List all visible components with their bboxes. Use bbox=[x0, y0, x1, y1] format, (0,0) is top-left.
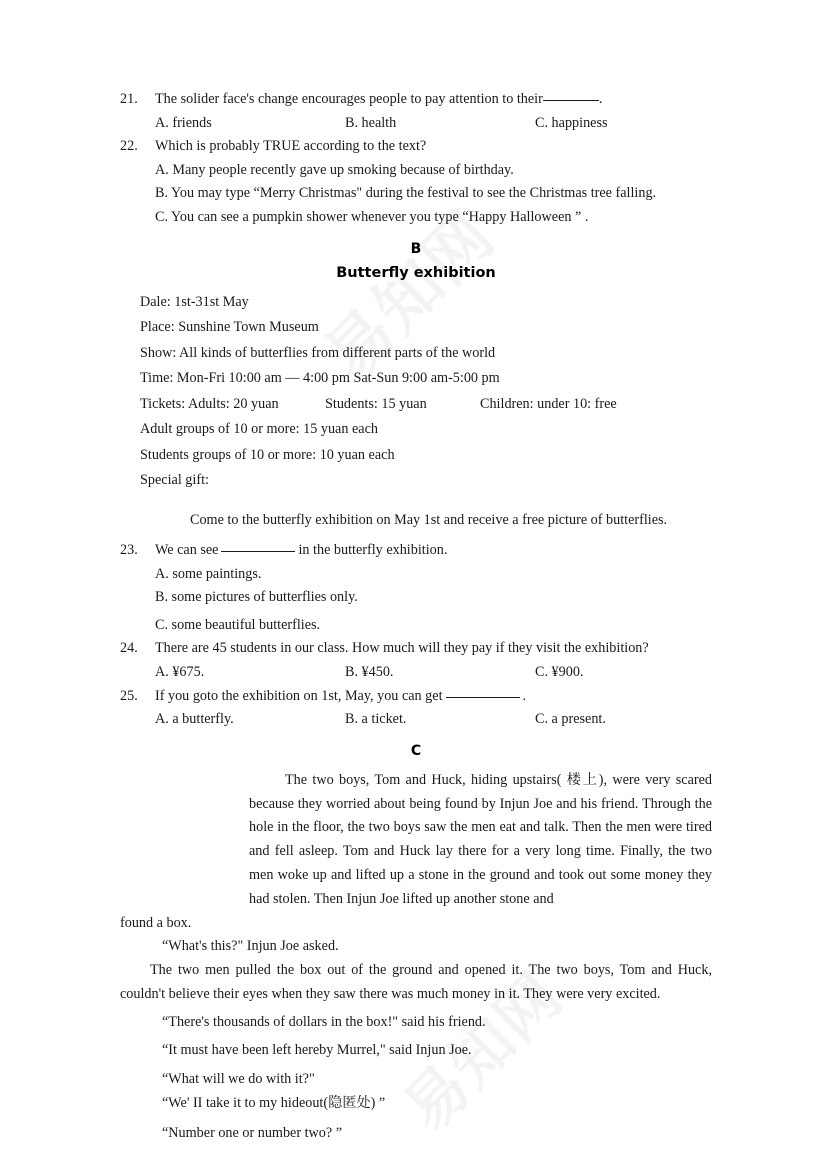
question-24-stem-text: There are 45 students in our class. How much will they pay if they visit the exhibition? bbox=[155, 640, 649, 657]
question-21 bbox=[120, 88, 712, 135]
question-25-stem-text: If you goto the exhibition on 1st, May, you can get bbox=[155, 687, 443, 704]
section-c-letter: C bbox=[410, 742, 422, 759]
question-25-option-c[interactable]: C. a present. bbox=[535, 711, 606, 728]
section-c-dialog-4: “What will we do with it?" bbox=[162, 1071, 315, 1088]
question-25-options bbox=[120, 708, 712, 732]
question-25-blank[interactable] bbox=[446, 697, 520, 698]
question-24-stem bbox=[120, 637, 712, 661]
question-24-option-a[interactable]: A. ¥675. bbox=[155, 664, 205, 681]
section-b-title: Butterfly exhibition bbox=[336, 264, 496, 281]
section-c-dialog-3: “It must have been left hereby Murrel," said Injun Joe. bbox=[162, 1041, 472, 1058]
question-25-stem bbox=[120, 685, 712, 709]
question-21-option-a[interactable]: A. friends bbox=[155, 114, 212, 131]
question-24-number: 24. bbox=[120, 640, 138, 657]
question-23-stem-tail: in the butterfly exhibition. bbox=[298, 542, 448, 559]
poster-tickets-adults: Tickets: Adults: 20 yuan bbox=[140, 395, 279, 412]
poster-date-line: Dale: 1st-31st May bbox=[140, 293, 249, 310]
question-21-option-b[interactable]: B. health bbox=[345, 114, 397, 131]
question-21-stem bbox=[120, 88, 712, 112]
question-22 bbox=[120, 135, 712, 229]
section-c-passage-indented: The two boys, Tom and Huck, hiding upstairs( 楼上), were very scared because they worried about being found by Injun Joe and his friend. Through the hole in the floor, the two boys saw the men eat and talk. Then the men were tired and fell asleep. Tom and Huck lay there for a very long time. Finally, the two men woke up and lifted up a stone in the ground and took out some money they had stolen. Then Injun Joe lifted up another stone and bbox=[249, 771, 712, 907]
section-c-dialog-6: “Number one or number two? ” bbox=[162, 1124, 343, 1141]
poster-time-line: Time: Mon-Fri 10:00 am — 4:00 pm Sat-Sun 9:00 am-5:00 pm bbox=[140, 370, 500, 387]
question-25-number: 25. bbox=[120, 687, 138, 704]
question-21-options bbox=[120, 112, 712, 136]
question-24 bbox=[120, 637, 712, 684]
exhibition-poster bbox=[120, 290, 712, 534]
question-25-option-b[interactable]: B. a ticket. bbox=[345, 711, 407, 728]
question-22-option-c[interactable]: C. You can see a pumpkin shower whenever you type “Happy Halloween ” . bbox=[155, 208, 589, 225]
question-24-option-b[interactable]: B. ¥450. bbox=[345, 664, 394, 681]
question-21-number: 21. bbox=[120, 91, 138, 107]
question-21-blank[interactable] bbox=[543, 100, 599, 101]
question-25-stem-tail: . bbox=[522, 687, 527, 704]
question-21-stem-text: The solider face's change encourages people to pay attention to their bbox=[155, 91, 543, 107]
question-23-blank[interactable] bbox=[221, 551, 295, 552]
section-c-passage-tail: found a box. bbox=[120, 914, 192, 931]
question-24-options bbox=[120, 661, 712, 685]
question-23-number: 23. bbox=[120, 542, 138, 559]
question-24-option-c[interactable]: C. ¥900. bbox=[535, 664, 584, 681]
question-23-stem-text: We can see bbox=[155, 542, 219, 559]
question-21-stem-tail: . bbox=[598, 91, 603, 107]
section-c-dialog-1: “What's this?" Injun Joe asked. bbox=[162, 938, 339, 955]
question-21-option-c[interactable]: C. happiness bbox=[535, 114, 608, 131]
question-23-option-a[interactable]: A. some paintings. bbox=[155, 565, 262, 582]
document-content bbox=[120, 88, 712, 1146]
poster-special-gift-label: Special gift: bbox=[140, 472, 209, 489]
poster-student-group-line: Students groups of 10 or more: 10 yuan each bbox=[140, 446, 395, 463]
question-22-stem bbox=[120, 135, 712, 159]
poster-special-gift-text: Come to the butterfly exhibition on May 1st and receive a free picture of butterflies. bbox=[190, 511, 668, 528]
poster-tickets-children: Children: under 10: free bbox=[480, 395, 617, 412]
question-22-number: 22. bbox=[120, 138, 138, 155]
section-c-dialog-2: “There's thousands of dollars in the box!" said his friend. bbox=[162, 1013, 486, 1030]
question-25-option-a[interactable]: A. a butterfly. bbox=[155, 711, 234, 728]
question-23-option-c[interactable]: C. some beautiful butterflies. bbox=[155, 616, 321, 633]
section-c-paragraph-2: The two men pulled the box out of the ground and opened it. The two boys, Tom and Huck, couldn't believe their eyes when they saw there was much money in it. They were very excited. bbox=[120, 962, 712, 1002]
section-c-dialog-5: “We' II take it to my hideout(隐匿处) ” bbox=[162, 1095, 386, 1112]
question-23-option-b[interactable]: B. some pictures of butterflies only. bbox=[155, 589, 358, 606]
poster-place-line: Place: Sunshine Town Museum bbox=[140, 319, 319, 336]
section-b-letter: B bbox=[410, 240, 422, 257]
question-22-stem-text: Which is probably TRUE according to the text? bbox=[155, 138, 427, 155]
poster-show-line: Show: All kinds of butterflies from different parts of the world bbox=[140, 344, 496, 361]
question-23-stem bbox=[120, 539, 712, 563]
poster-tickets-row bbox=[140, 392, 712, 418]
poster-tickets-students: Students: 15 yuan bbox=[325, 395, 427, 412]
poster-adult-group-line: Adult groups of 10 or more: 15 yuan each bbox=[140, 421, 378, 438]
question-25 bbox=[120, 685, 712, 732]
question-23 bbox=[120, 539, 712, 637]
question-22-option-a[interactable]: A. Many people recently gave up smoking because of birthday. bbox=[155, 161, 514, 178]
question-22-option-b[interactable]: B. You may type “Merry Christmas" during the festival to see the Christmas tree falling. bbox=[155, 185, 657, 202]
